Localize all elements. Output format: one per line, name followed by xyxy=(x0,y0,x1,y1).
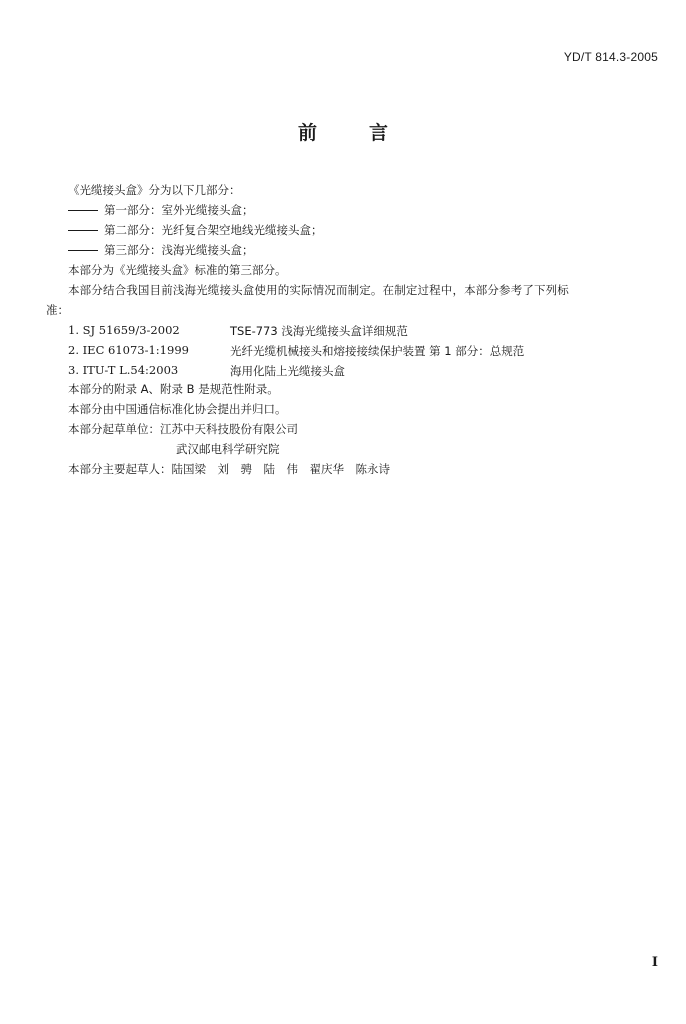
part-item-1 xyxy=(68,203,254,217)
reference-code-1: 1. SJ 51659/3-2002 xyxy=(68,323,180,337)
proposer-line: 本部分由中国通信标准化协会提出并归口。 xyxy=(68,402,287,416)
part-item-3-text: 第三部分：浅海光缆接头盒； xyxy=(104,243,254,257)
this-part-line: 本部分为《光缆接头盒》标准的第三部分。 xyxy=(68,263,287,277)
reference-code-2: 2. IEC 61073-1:1999 xyxy=(68,343,189,357)
standard-code: YD/T 814.3-2005 xyxy=(563,50,658,64)
basis-line-2: 准： xyxy=(46,303,69,317)
reference-code-3: 3. ITU-T L.54:2003 xyxy=(68,363,179,377)
part-item-2-text: 第二部分：光纤复合架空地线光缆接头盒； xyxy=(104,223,323,237)
reference-title-1: TSE-773 浅海光缆接头盒详细规范 xyxy=(230,324,408,338)
reference-title-3: 海用化陆上光缆接头盒 xyxy=(230,364,345,378)
title-char-1: 前 xyxy=(297,122,317,144)
title-char-2: 言 xyxy=(369,122,389,144)
drafting-unit-2: 武汉邮电科学研究院 xyxy=(176,442,280,456)
drafting-units-line xyxy=(68,422,298,436)
part-item-1-text: 第一部分：室外光缆接头盒； xyxy=(104,203,254,217)
drafting-unit-1: 江苏中天科技股份有限公司 xyxy=(160,422,298,436)
page-number: I xyxy=(651,955,658,970)
basis-line-1: 本部分结合我国目前浅海光缆接头盒使用的实际情况而制定。在制定过程中，本部分参考了下列标 xyxy=(68,283,569,297)
drafting-units-label: 本部分起草单位： xyxy=(68,422,160,436)
page-title xyxy=(0,118,686,145)
intro-line: 《光缆接头盒》分为以下几部分： xyxy=(68,183,241,197)
drafters-line: 本部分主要起草人：陆国梁 刘 骋 陆 伟 翟庆华 陈永诗 xyxy=(68,462,390,476)
annex-line: 本部分的附录 A、附录 B 是规范性附录。 xyxy=(68,382,279,396)
part-item-2 xyxy=(68,223,323,237)
reference-title-2: 光纤光缆机械接头和熔接接续保护装置 第 1 部分：总规范 xyxy=(230,344,525,358)
part-item-3 xyxy=(68,243,254,257)
